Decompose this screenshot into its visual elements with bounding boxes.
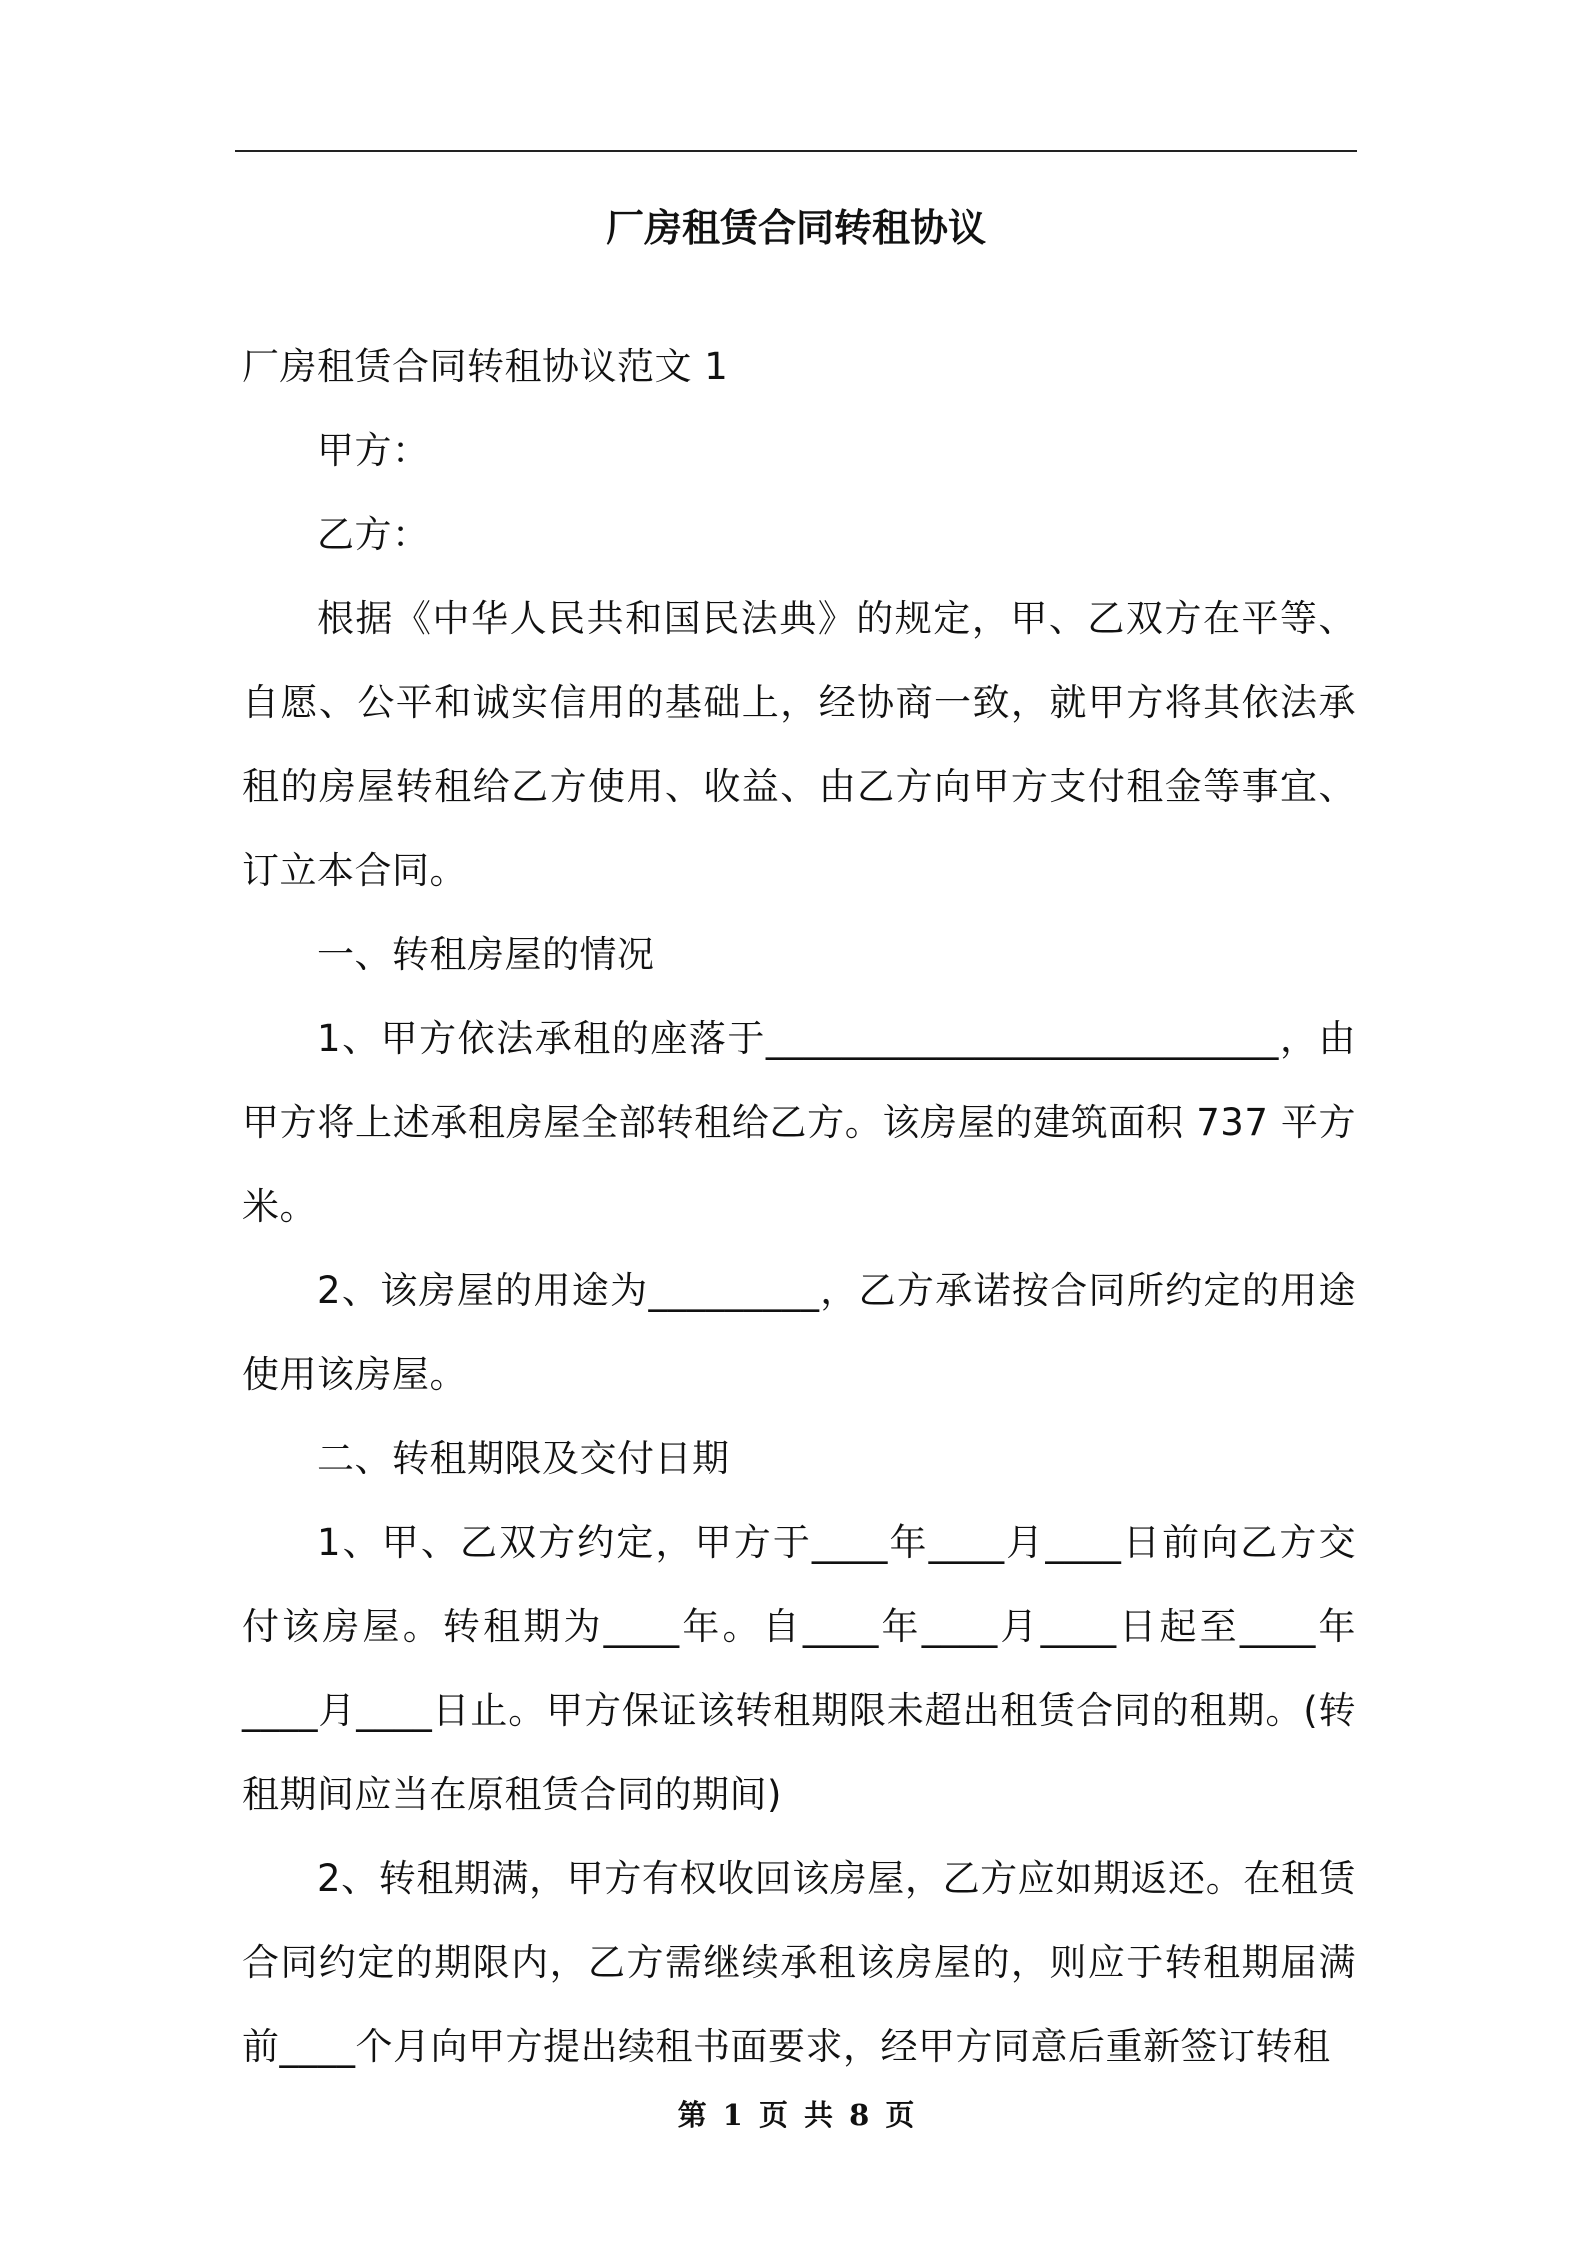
document-body [242,325,1356,2089]
party-b-line: 乙方： [317,513,430,556]
party-a-line: 甲方： [317,429,430,472]
clause-property-usage: 2、该房屋的用途为_________，乙方承诺按合同所约定的用途使用该房屋。 [242,1269,1356,1396]
clause-delivery-date: 1、甲、乙双方约定，甲方于____年____月____日前向乙方交付该房屋。转租期为____年。自____年____月____日起至____年____月____日止。甲方保证该转租期限未超出租赁合同的租期。(转租期间应当在原租赁合同的期间) [242,1521,1356,1816]
header-rule [235,150,1357,152]
clause-term-expiry: 2、转租期满，甲方有权收回该房屋，乙方应如期返还。在租赁合同约定的期限内，乙方需继续承租该房屋的，则应于转租期届满前____个月向甲方提出续租书面要求，经甲方同意后重新签订转租 [242,1857,1356,2068]
preamble-paragraph: 根据《中华人民共和国民法典》的规定，甲、乙双方在平等、自愿、公平和诚实信用的基础上，经协商一致，就甲方将其依法承租的房屋转租给乙方使用、收益、由乙方向甲方支付租金等事宜、订立本合同。 [242,597,1356,892]
page-number: 第 1 页 共 8 页 [677,2098,915,2132]
clause-property-location: 1、甲方依法承租的座落于___________________________，由甲方将上述承租房屋全部转租给乙方。该房屋的建筑面积 737 平方米。 [242,1017,1356,1228]
document-title: 厂房租赁合同转租协议 [605,206,986,250]
section-heading-sample: 厂房租赁合同转租协议范文 1 [242,345,729,388]
section-heading-term: 二、转租期限及交付日期 [317,1437,730,1480]
section-heading-property: 一、转租房屋的情况 [317,933,655,976]
